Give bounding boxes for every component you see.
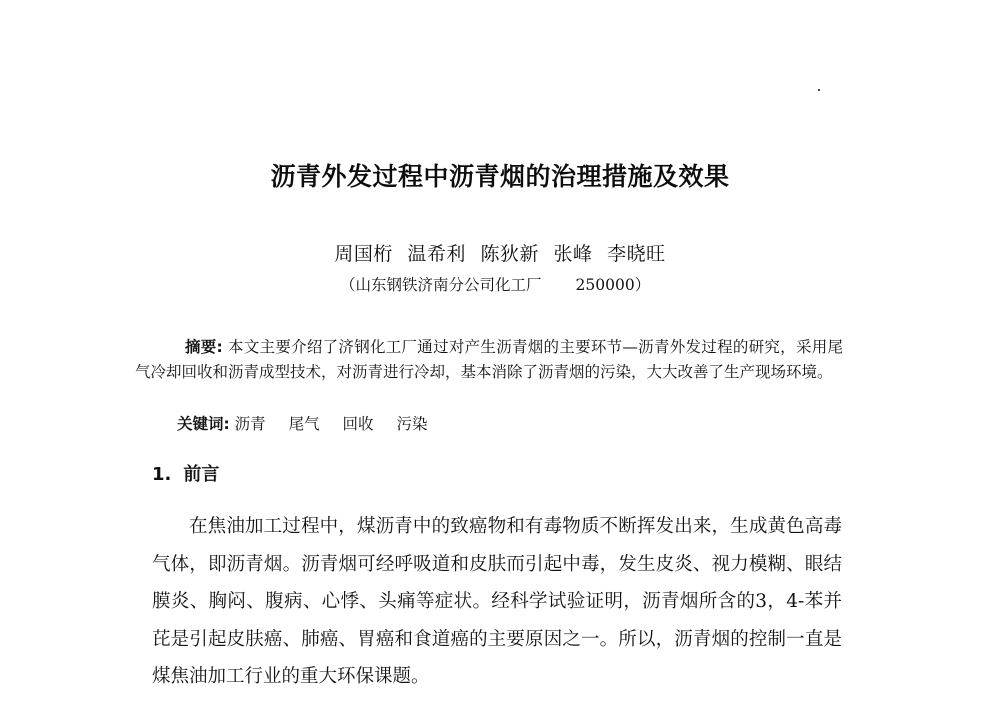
keywords xyxy=(177,412,446,434)
scan-dot xyxy=(818,89,820,91)
keyword: 污染 xyxy=(396,415,428,433)
abstract xyxy=(135,335,843,385)
affiliation-postcode: 250000 xyxy=(575,276,635,294)
abstract-label: 摘要: xyxy=(185,338,223,356)
paper-title: 沥青外发过程中沥青烟的治理措施及效果 xyxy=(270,162,730,191)
section-paragraph: 在焦油加工过程中，煤沥青中的致癌物和有毒物质不断挥发出来，生成黄色高毒气体，即沥青烟。沥青烟可经呼吸道和皮肤而引起中毒，发生皮炎、视力模糊、眼结膜炎、胸闷、腹病、心悸、头痛等症状。经科学试验证明，沥青烟所含的3，4-苯并芘是引起皮肤癌、肺癌、胃癌和食道癌的主要原因之一。所以，沥青烟的控制一直是煤焦油加工行业的重大环保课题。 xyxy=(152,516,842,687)
keyword: 尾气 xyxy=(288,415,320,433)
keyword: 沥青 xyxy=(234,415,266,433)
author: 温希利 xyxy=(407,243,466,265)
abstract-text: 本文主要介绍了济钢化工厂通过对产生沥青烟的主要环节—沥青外发过程的研究，采用尾气冷却回收和沥青成型技术，对沥青进行冷却，基本消除了沥青烟的污染，大大改善了生产现场环境。 xyxy=(135,338,844,381)
author: 陈狄新 xyxy=(480,243,539,265)
author-list xyxy=(0,239,1000,266)
affiliation-org: 山东钢铁济南分公司化工厂 xyxy=(355,276,542,294)
author: 周国桁 xyxy=(334,243,393,265)
author: 李晓旺 xyxy=(607,243,666,265)
section-title: 前言 xyxy=(183,464,220,485)
affiliation-close-paren: ） xyxy=(634,276,651,294)
section-number: 1. xyxy=(152,464,172,485)
author: 张峰 xyxy=(553,243,593,265)
affiliation xyxy=(340,273,650,295)
keywords-label: 关键词: xyxy=(177,415,230,433)
affiliation-open-paren: （ xyxy=(340,276,356,294)
section-heading xyxy=(152,460,219,486)
keyword: 回收 xyxy=(342,415,374,433)
